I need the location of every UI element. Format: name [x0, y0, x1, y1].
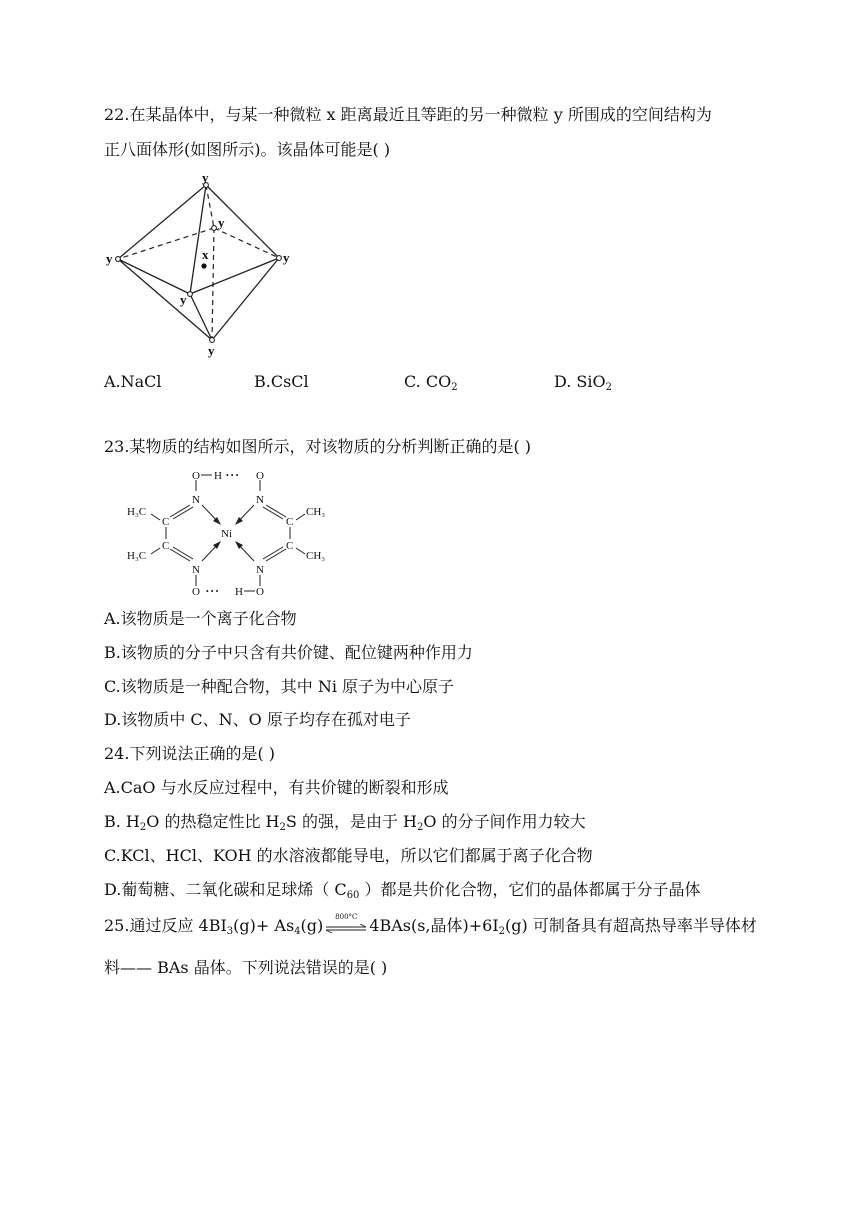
q22-option-c: C. $CO_2$	[404, 372, 458, 393]
center-label-x: x	[202, 247, 209, 262]
atom-h-bottom: H	[235, 586, 243, 598]
q23-option-b: B.该物质的分子中只含有共价键、配位键两种作用力	[104, 643, 473, 662]
q22-option-d: D. SiO$_2$	[554, 372, 612, 393]
reaction-arrow	[325, 912, 367, 934]
vertex-label-top: y	[202, 170, 209, 185]
atom-n-top-right: N	[256, 494, 264, 506]
methyl-right-lower: CH₃	[306, 550, 326, 562]
nickel-complex-figure	[120, 465, 340, 600]
methyl-left-upper: H₃C	[127, 506, 147, 518]
methyl-left-lower: H₃C	[127, 550, 147, 562]
atom-ni: Ni	[221, 528, 232, 540]
vertex-label-bottom: y	[208, 343, 215, 358]
q22-option-a: A.NaCl	[104, 372, 162, 391]
q22-stem-line1: 22.在某晶体中，与某一种微粒 x 距离最近且等距的另一种微粒 y 所围成的空间结构为	[104, 105, 712, 124]
q23-stem: 23.某物质的结构如图所示，对该物质的分析判断正确的是( )	[104, 437, 532, 456]
q23-option-d: D.该物质中 C、N、O 原子均存在孤对电子	[104, 710, 411, 729]
atom-n-top-left: N	[192, 494, 200, 506]
q23-option-c: C.该物质是一种配合物，其中 Ni 原子为中心原子	[104, 677, 455, 696]
octahedron-figure	[104, 170, 304, 360]
hbond-dots-top: • • •	[226, 471, 239, 480]
vertex-label-back: y	[218, 215, 225, 230]
atom-o-bottom-left: O	[192, 586, 200, 598]
q25-stem-line2: 料—— BAs 晶体。下列说法错误的是( )	[104, 958, 388, 977]
q22-stem-line2: 正八面体形(如图所示)。该晶体可能是( )	[104, 140, 391, 159]
q25-stem-line1: 25.通过反应 $4BI_3(g)+ As_4(g)$ 800°C 4BAs(s,晶体)$+6I_2(g)$ 可制备具有超高热导率半导体材	[104, 912, 757, 937]
atom-c-right-lower: C	[286, 540, 294, 552]
q23-option-a: A.该物质是一个离子化合物	[104, 609, 297, 628]
atom-o-bottom-right: O	[256, 586, 264, 598]
q22-option-b: B.CsCl	[254, 372, 309, 391]
atom-c-left-upper: C	[162, 516, 170, 528]
atom-o-top-left: O	[192, 470, 200, 482]
atom-o-top-right: O	[256, 470, 264, 482]
vertex-label-front: y	[180, 292, 187, 307]
reaction-condition: 800°C	[335, 912, 358, 921]
q24-option-d: D.葡萄糖、二氧化碳和足球烯（ $C_{60}$ ）都是共价化合物，它们的晶体都属于分子晶体	[104, 880, 701, 901]
hbond-dots-bottom: • • •	[206, 587, 219, 596]
atom-c-right-upper: C	[286, 516, 294, 528]
atom-n-bottom-left: N	[192, 564, 200, 576]
methyl-right-upper: CH₃	[306, 506, 326, 518]
q24-option-a: A.CaO 与水反应过程中，有共价键的断裂和形成	[104, 778, 449, 797]
vertex-label-left: y	[106, 251, 113, 266]
q24-option-c: C.KCl、HCl、KOH 的水溶液都能导电，所以它们都属于离子化合物	[104, 846, 593, 865]
q24-option-b: B. $H_2O$ 的热稳定性比 $H_2S$ 的强，是由于 $H_2O$ 的分子间作用力较大	[104, 812, 586, 833]
vertex-label-right: y	[283, 250, 290, 265]
atom-h-top: H	[214, 470, 222, 482]
q24-stem: 24.下列说法正确的是( )	[104, 744, 276, 763]
atom-n-bottom-right: N	[256, 564, 264, 576]
atom-c-left-lower: C	[162, 540, 170, 552]
